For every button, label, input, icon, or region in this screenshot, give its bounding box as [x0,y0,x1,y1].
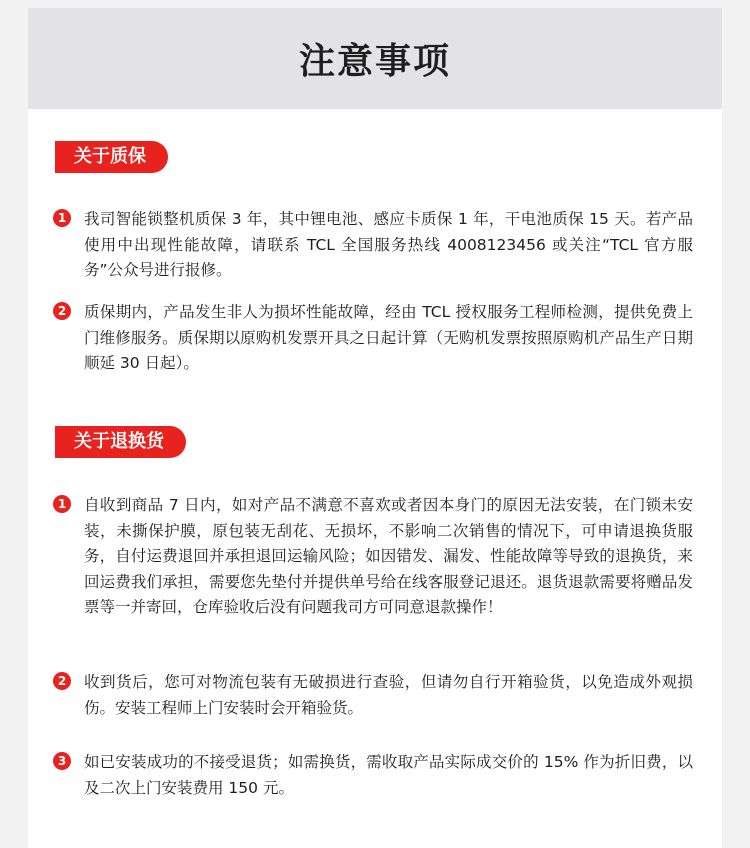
header-banner [28,8,722,109]
returns-item-1 [53,493,693,621]
returns-item-3-text: 如已安装成功的不接受退货；如需换货，需收取产品实际成交价的 15% 作为折旧费，以及二次上门安装费用 150 元。 [84,753,693,797]
page-title: 注意事项 [298,41,451,82]
number-badge: 1 [53,495,71,513]
notice-card [28,8,722,848]
section-title-returns: 关于退换货 [55,426,186,458]
warranty-item-1-text: 我司智能锁整机质保 3 年，其中锂电池、感应卡质保 1 年，干电池质保 15 天。若产品使用中出现性能故障，请联系 TCL 全国服务热线 4008123456 或关注“TCL 官方服务”公众号进行报修。 [84,210,693,279]
returns-item-1-text: 自收到商品 7 日内，如对产品不满意不喜欢或者因本身门的原因无法安装，在门锁未安装，未撕保护膜，原包装无刮花、无损坏，不影响二次销售的情况下，可申请退换货服务，自付运费退回并承担退回运输风险；如因错发、漏发、性能故障等导致的退换货，来回运费我们承担，需要您先垫付并提供单号给在线客服登记退还。退货退款需要将赠品发票等一并寄回，仓库验收后没有问题我司方可同意退款操作！ [84,496,693,616]
returns-item-2 [53,670,693,721]
number-badge: 1 [53,209,71,227]
warranty-item-2-text: 质保期内，产品发生非人为损坏性能故障，经由 TCL 授权服务工程师检测，提供免费上门维修服务。质保期以原购机发票开具之日起计算（无购机发票按照原购机产品生产日期顺延 30 日起）。 [84,303,693,372]
warranty-item-2 [53,300,693,377]
number-badge: 2 [53,302,71,320]
warranty-item-1 [53,207,693,284]
returns-item-2-text: 收到货后，您可对物流包装有无破损进行查验，但请勿自行开箱验货，以免造成外观损伤。安装工程师上门安装时会开箱验货。 [84,673,693,717]
returns-item-3 [53,750,693,801]
number-badge: 3 [53,752,71,770]
number-badge: 2 [53,672,71,690]
section-title-warranty: 关于质保 [55,141,168,173]
